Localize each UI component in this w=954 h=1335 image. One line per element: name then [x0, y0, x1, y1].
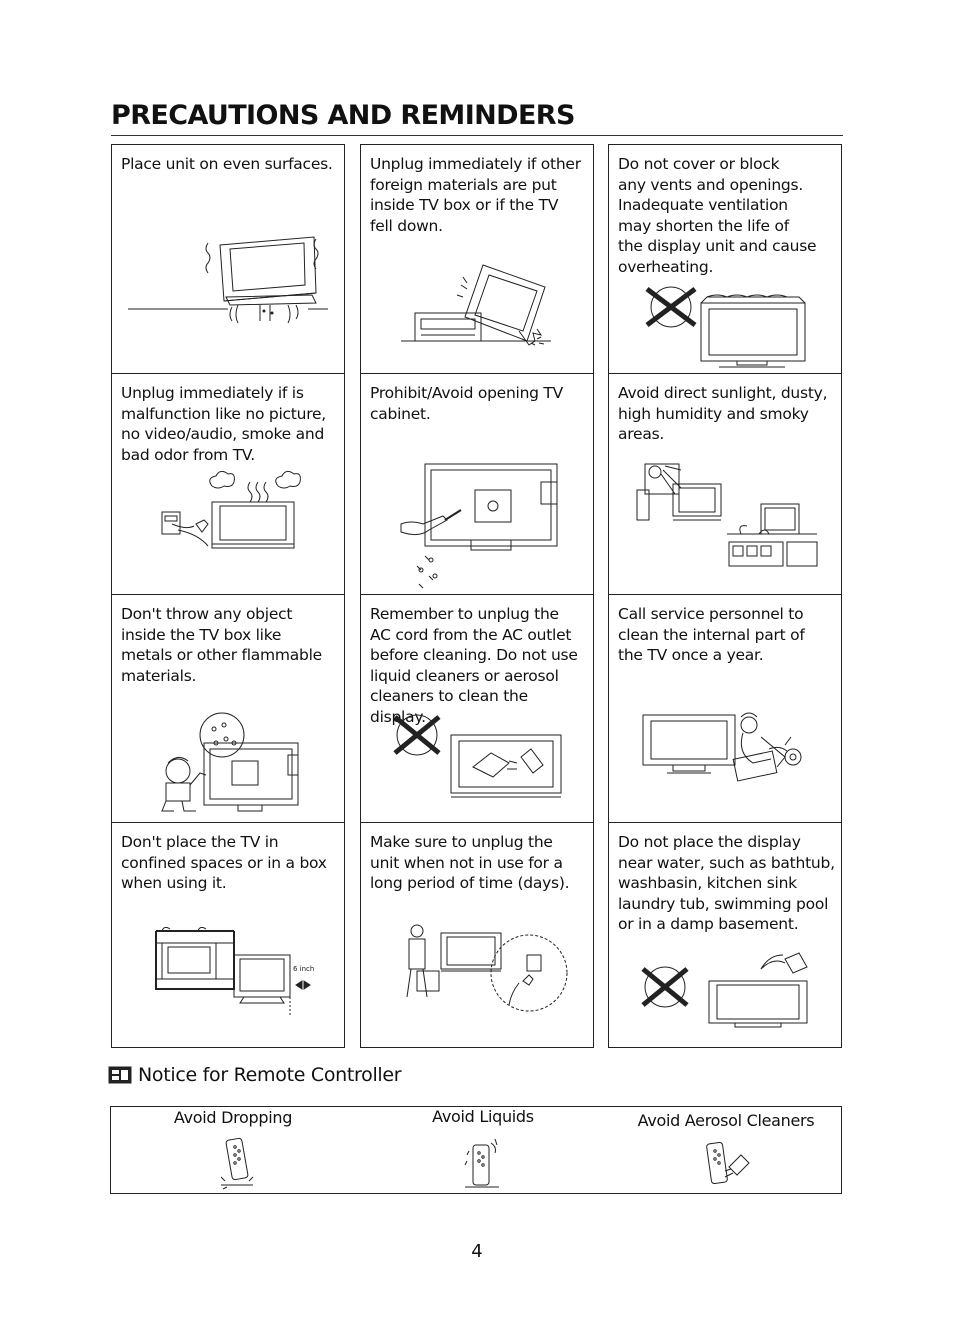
- precaution-text: Avoid direct sunlight, dusty, high humidity and smoky areas.: [618, 384, 828, 444]
- notice-header: [108, 1064, 401, 1086]
- precaution-text: Place unit on even surfaces.: [121, 155, 333, 173]
- remote-dropping-icon: [217, 1135, 257, 1191]
- precaution-cell-confined-space: [111, 822, 345, 1048]
- precaution-cell-throwing-objects: [111, 594, 345, 823]
- traveler-unplug-illustration: [361, 823, 595, 1049]
- tv-falling-illustration: [361, 145, 595, 375]
- remote-controller-notice-box: [110, 1106, 842, 1194]
- precaution-cell-water: [608, 822, 842, 1048]
- precaution-text: Unplug immediately if other foreign materials are put inside TV box or if the TV fell down.: [370, 155, 581, 235]
- precaution-text: Prohibit/Avoid opening TV cabinet.: [370, 384, 563, 423]
- notice-item-liquids: [411, 1107, 555, 1126]
- notice-item-aerosol: [631, 1107, 821, 1130]
- opening-cabinet-screwdriver-illustration: [361, 374, 595, 596]
- precaution-cell-ventilation: [608, 144, 842, 374]
- precaution-text: Unplug immediately if is malfunction like no picture, no video/audio, smoke and bad odor from TV.: [121, 384, 326, 464]
- remote-liquid-icon: [461, 1137, 505, 1193]
- notice-item-label: Avoid Aerosol Cleaners: [637, 1111, 815, 1130]
- precaution-text: Do not cover or block any vents and openings. Inadequate ventilation may shorten the life of the display unit and cause overheating.: [618, 155, 817, 276]
- precaution-text: Don't throw any object inside the TV box like metals or other flammable materials.: [121, 605, 322, 685]
- precaution-text: Make sure to unplug the unit when not in use for a long period of time (days).: [370, 833, 570, 893]
- precaution-cell-long-absence: [360, 822, 594, 1048]
- notice-item-dropping: [163, 1107, 303, 1127]
- covered-vents-illustration: [609, 145, 843, 375]
- remote-note-icon: [108, 1065, 132, 1085]
- unplug-smoking-tv-illustration: [112, 374, 346, 596]
- precaution-cell-foreign-materials: [360, 144, 594, 374]
- spray-cleaner-illustration: [361, 595, 595, 824]
- child-throwing-objects-illustration: [112, 595, 346, 824]
- precaution-cell-even-surface: [111, 144, 345, 374]
- confined-space-illustration: [112, 823, 346, 1049]
- precaution-cell-sunlight: [608, 373, 842, 595]
- service-technician-illustration: [609, 595, 843, 824]
- precaution-text: Call service personnel to clean the internal part of the TV once a year.: [618, 605, 805, 665]
- precaution-text: Do not place the display near water, such as bathtub, washbasin, kitchen sink laundry tub, swimming pool or in a damp basement.: [618, 833, 835, 934]
- page-number: 4: [471, 1241, 483, 1262]
- title-divider: [111, 135, 843, 136]
- precaution-cell-malfunction: [111, 373, 345, 595]
- sunlight-kitchen-illustration: [609, 374, 843, 596]
- notice-title: Notice for Remote Controller: [138, 1064, 402, 1086]
- precaution-text: Don't place the TV in confined spaces or in a box when using it.: [121, 833, 327, 893]
- precaution-cell-cleaning: [360, 594, 594, 823]
- water-pouring-illustration: [609, 823, 843, 1049]
- precaution-cell-opening-cabinet: [360, 373, 594, 595]
- page-title: PRECAUTIONS AND REMINDERS: [111, 100, 575, 131]
- notice-item-label: Avoid Dropping: [173, 1108, 293, 1127]
- precaution-text: Remember to unplug the AC cord from the AC outlet before cleaning. Do not use liquid cleaners or aerosol cleaners to clean the display.: [370, 605, 578, 726]
- remote-aerosol-icon: [703, 1137, 753, 1191]
- notice-item-label: Avoid Liquids: [432, 1107, 534, 1126]
- precaution-cell-service: [608, 594, 842, 823]
- confined-gap-label: 6 inch: [293, 965, 315, 973]
- tv-on-uneven-stand-illustration: [112, 145, 346, 375]
